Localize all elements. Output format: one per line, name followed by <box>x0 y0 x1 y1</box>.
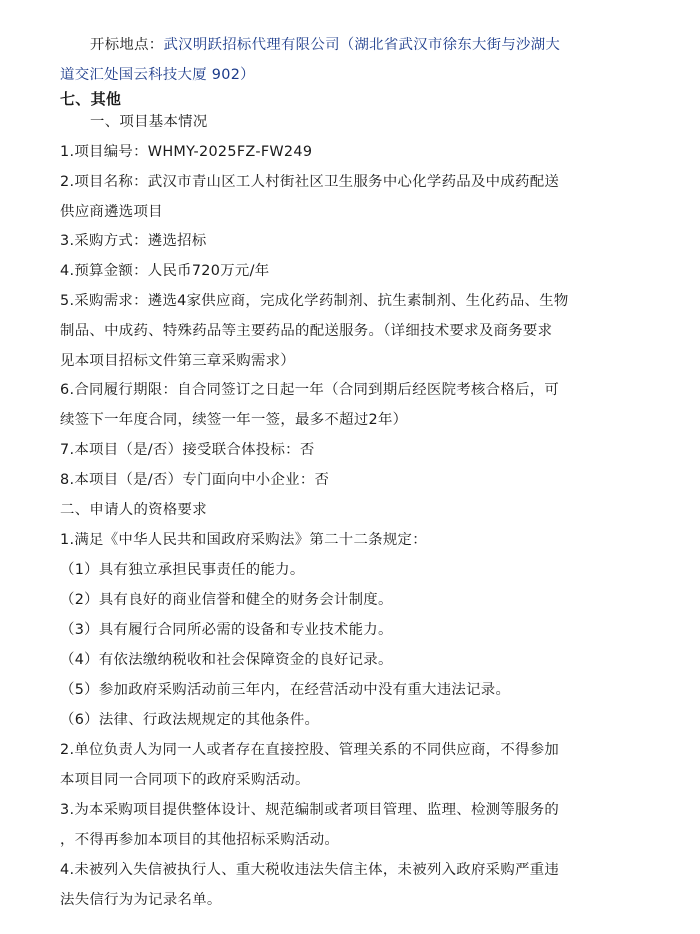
item-procurement-method: 3.采购方式：遴选招标 <box>60 233 207 249</box>
venue-text-line1: 武汉明跃招标代理有限公司（湖北省武汉市徐东大街与沙湖大 <box>163 37 561 53</box>
qual-item-4-line1: 4.未被列入失信被执行人、重大税收违法失信主体，未被列入政府采购严重违 <box>60 862 560 878</box>
venue-paragraph <box>60 30 592 90</box>
venue-text-line2: 道交汇处国云科技大厦 902） <box>60 67 255 83</box>
qual-item-1e: （5）参加政府采购活动前三年内，在经营活动中没有重大违法记录。 <box>60 682 511 698</box>
item-requirements-line3: 见本项目招标文件第三章采购需求） <box>60 353 296 369</box>
subheading-qualifications: 二、申请人的资格要求 <box>60 502 207 518</box>
item-requirements <box>60 286 592 376</box>
qual-item-2-line2: 本项目同一合同项下的政府采购活动。 <box>60 772 310 788</box>
qual-item-1c: （3）具有履行合同所必需的设备和专业技术能力。 <box>60 622 393 638</box>
section-heading: 七、其他 <box>60 90 122 108</box>
qual-item-1d: （4）有依法缴纳税收和社会保障资金的良好记录。 <box>60 652 393 668</box>
qual-item-2 <box>60 735 592 795</box>
qual-item-3-line1: 3.为本采购项目提供整体设计、规范编制或者项目管理、监理、检测等服务的 <box>60 802 560 818</box>
subheading-project-info: 一、项目基本情况 <box>90 114 208 130</box>
item-budget: 4.预算金额：人民币720万元/年 <box>60 263 270 279</box>
qual-item-4-line2: 法失信行为为记录名单。 <box>60 892 222 908</box>
qual-item-2-line1: 2.单位负责人为同一人或者存在直接控股、管理关系的不同供应商，不得参加 <box>60 742 560 758</box>
item-requirements-line2: 制品、中成药、特殊药品等主要药品的配送服务。（详细技术要求及商务要求 <box>60 323 553 339</box>
item-contract-period-line2: 续签下一年度合同，续签一年一签，最多不超过2年） <box>60 412 408 428</box>
qual-item-1: 1.满足《中华人民共和国政府采购法》第二十二条规定： <box>60 532 427 548</box>
qual-item-3 <box>60 795 592 855</box>
item-contract-period <box>60 375 592 435</box>
qual-item-3-line2: ，不得再参加本项目的其他招标采购活动。 <box>60 832 340 848</box>
qual-item-1f: （6）法律、行政法规规定的其他条件。 <box>60 712 320 728</box>
item-project-number: 1.项目编号：WHMY-2025FZ-FW249 <box>60 144 313 160</box>
item-sme: 8.本项目（是/否）专门面向中小企业：否 <box>60 472 330 488</box>
item-project-name-line1: 2.项目名称：武汉市青山区工人村街社区卫生服务中心化学药品及中成药配送 <box>60 174 560 190</box>
item-contract-period-line1: 6.合同履行期限：自合同签订之日起一年（合同到期后经医院考核合格后，可 <box>60 382 560 398</box>
item-project-name-line2: 供应商遴选项目 <box>60 204 163 220</box>
qual-item-1b: （2）具有良好的商业信誉和健全的财务会计制度。 <box>60 592 393 608</box>
item-requirements-line1: 5.采购需求：遴选4家供应商，完成化学药制剂、抗生素制剂、生化药品、生物 <box>60 293 569 309</box>
venue-label: 开标地点： <box>90 37 164 53</box>
qual-item-4 <box>60 855 592 915</box>
item-consortium: 7.本项目（是/否）接受联合体投标：否 <box>60 442 315 458</box>
item-project-name <box>60 167 592 227</box>
qual-item-1a: （1）具有独立承担民事责任的能力。 <box>60 562 305 578</box>
